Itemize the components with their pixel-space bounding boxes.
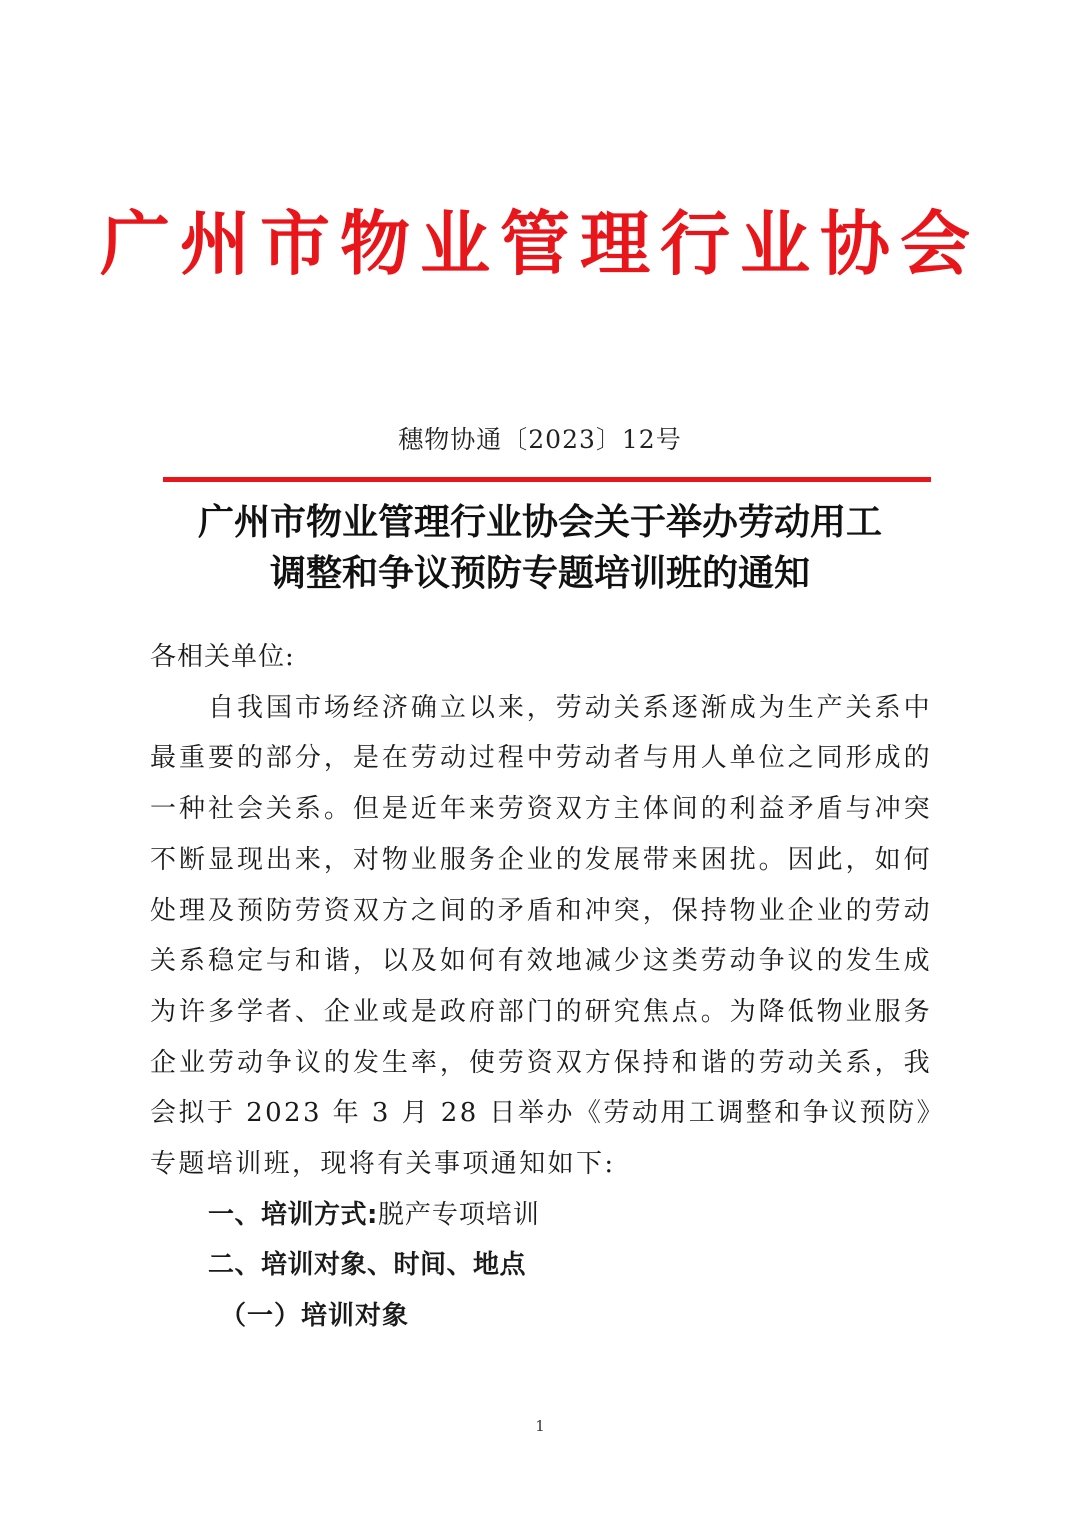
intro-paragraph: 自我国市场经济确立以来，劳动关系逐渐成为生产关系中最重要的部分，是在劳动过程中劳动者与用人单位之同形成的一种社会关系。但是近年来劳资双方主体间的利益矛盾与冲突不断显现出来，对物业服务企业的发展带来困扰。因此，如何处理及预防劳资双方之间的矛盾和冲突，保持物业企业的劳动关系稳定与和谐，以及如何有效地减少这类劳动争议的发生成为许多学者、企业或是政府部门的研究焦点。为降低物业服务企业劳动争议的发生率，使劳资双方保持和谐的劳动关系，我会拟于 2023 年 3 月 28 日举办《劳动用工调整和争议预防》专题培训班，现将有关事项通知如下: [150,692,932,1180]
subsection-training-target: （一）培训对象 [220,1301,410,1332]
section-training-target-time-place [150,1240,932,1291]
notice-title-line-2: 调整和争议预防专题培训班的通知 [269,552,810,594]
section-training-method-value: 脱产专项培训 [377,1199,540,1230]
page-number: 1 [535,1417,545,1435]
notice-title-line-1: 广州市物业管理行业协会关于举办劳动用工 [197,501,882,543]
organization-header: 广州市物业管理行业协会 [100,202,980,285]
document-number: 穗物协通〔2023〕12号 [398,425,682,454]
section-training-method [150,1190,932,1241]
salutation: 各相关单位: [150,642,295,672]
notice-body [150,632,932,1342]
notice-title [100,497,980,599]
section-training-method-label: 一、培训方式: [208,1199,378,1230]
section-training-target-label: 二、培训对象、时间、地点 [208,1250,527,1281]
red-divider-rule [163,477,931,482]
